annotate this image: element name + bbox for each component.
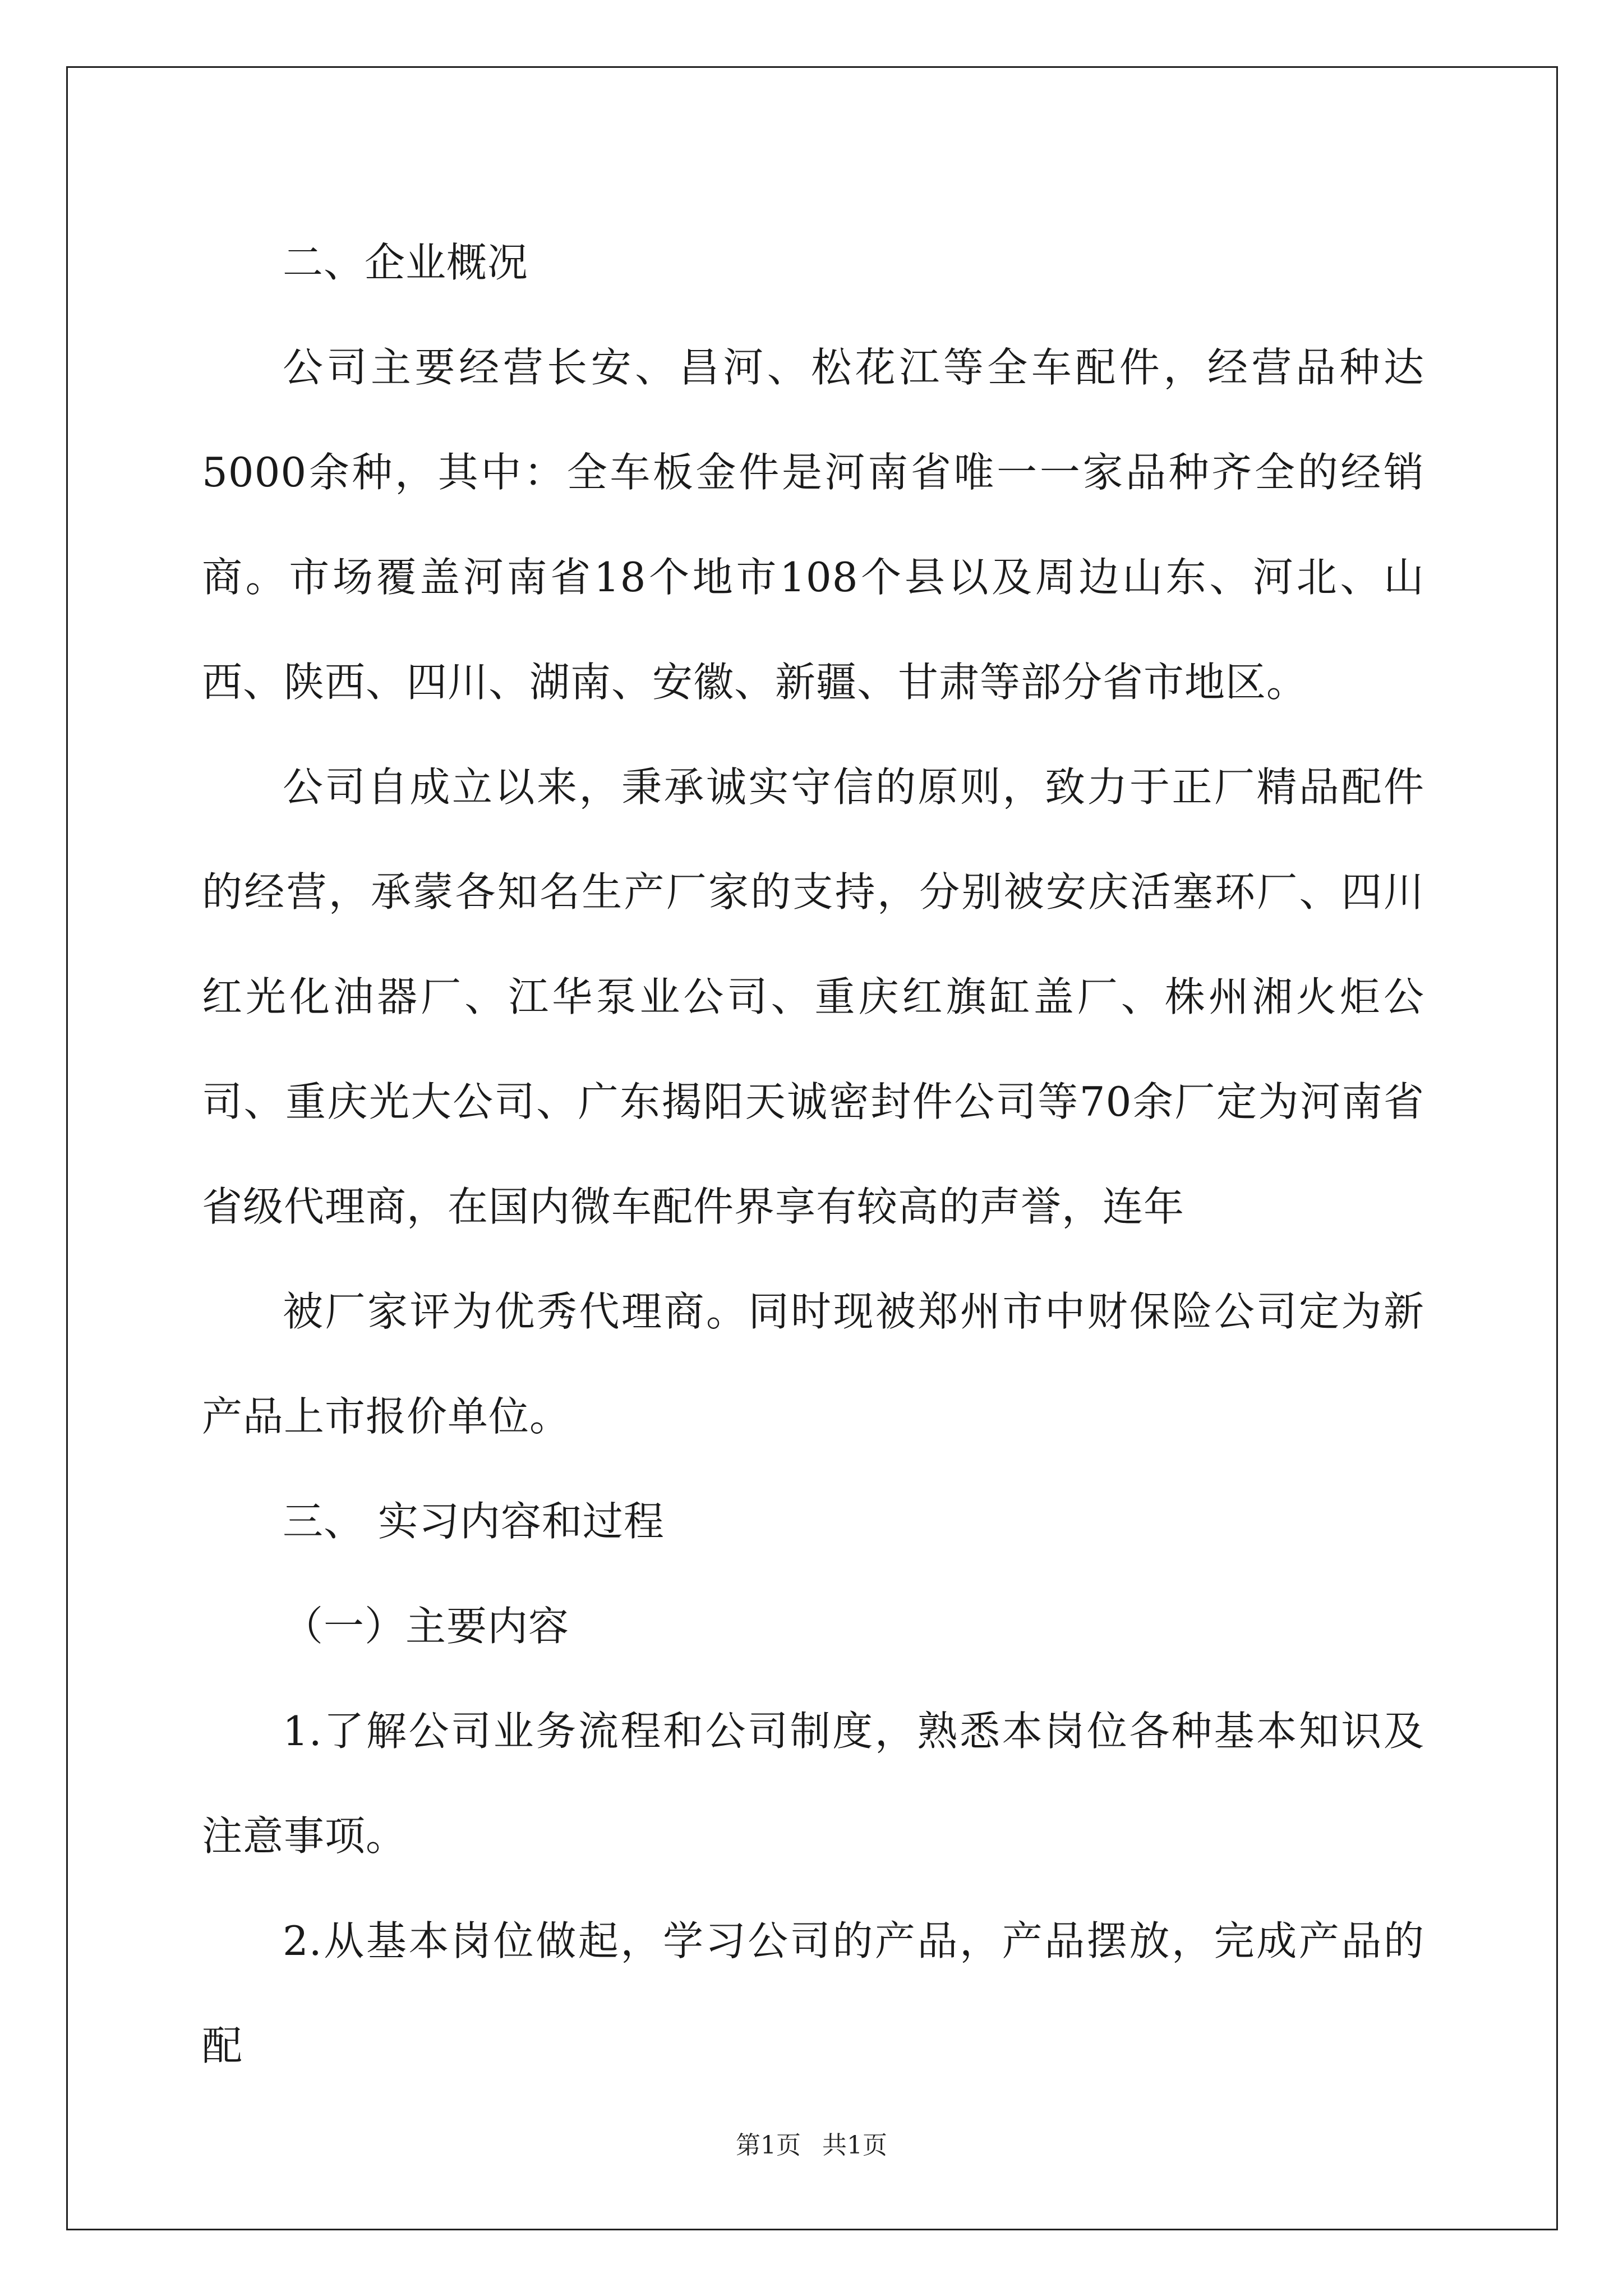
list-item-2: 2.从基本岗位做起，学习公司的产品，产品摆放，完成产品的配 [202,1917,1424,2069]
page-number-current: 第1页 [736,2131,801,2160]
paragraph-business-scope: 公司主要经营长安、昌河、松花江等全车配件，经营品种达5000余种，其中：全车板金件是河南省唯一一家品种齐全的经销商。市场覆盖河南省18个地市108个县以及周边山东、河北、山西、陕西、四川、湖南、安徽、新疆、甘肃等部分省市地区。 [202,344,1424,706]
paragraph-awards: 被厂家评为优秀代理商。同时现被郑州市中财保险公司定为新产品上市报价单位。 [202,1288,1424,1440]
section-heading-overview: 二、企业概况 [283,239,529,286]
list-item-1: 1.了解公司业务流程和公司制度，熟悉本岗位各种基本知识及注意事项。 [202,1708,1424,1860]
subsection-heading-main-content: （一）主要内容 [283,1603,570,1650]
page-footer [0,2129,1623,2162]
page-number-total: 共1页 [822,2131,887,2160]
document-body [202,210,1424,2099]
paragraph-company-history: 公司自成立以来，秉承诚实守信的原则，致力于正厂精品配件的经营，承蒙各知名生产厂家的支持，分别被安庆活塞环厂、四川红光化油器厂、江华泵业公司、重庆红旗缸盖厂、株州湘火炬公司、重庆光大公司、广东揭阳天诚密封件公司等70余厂定为河南省省级代理商，在国内微车配件界享有较高的声誉，连年 [202,763,1424,1230]
section-heading-internship: 三、 实习内容和过程 [283,1498,665,1545]
